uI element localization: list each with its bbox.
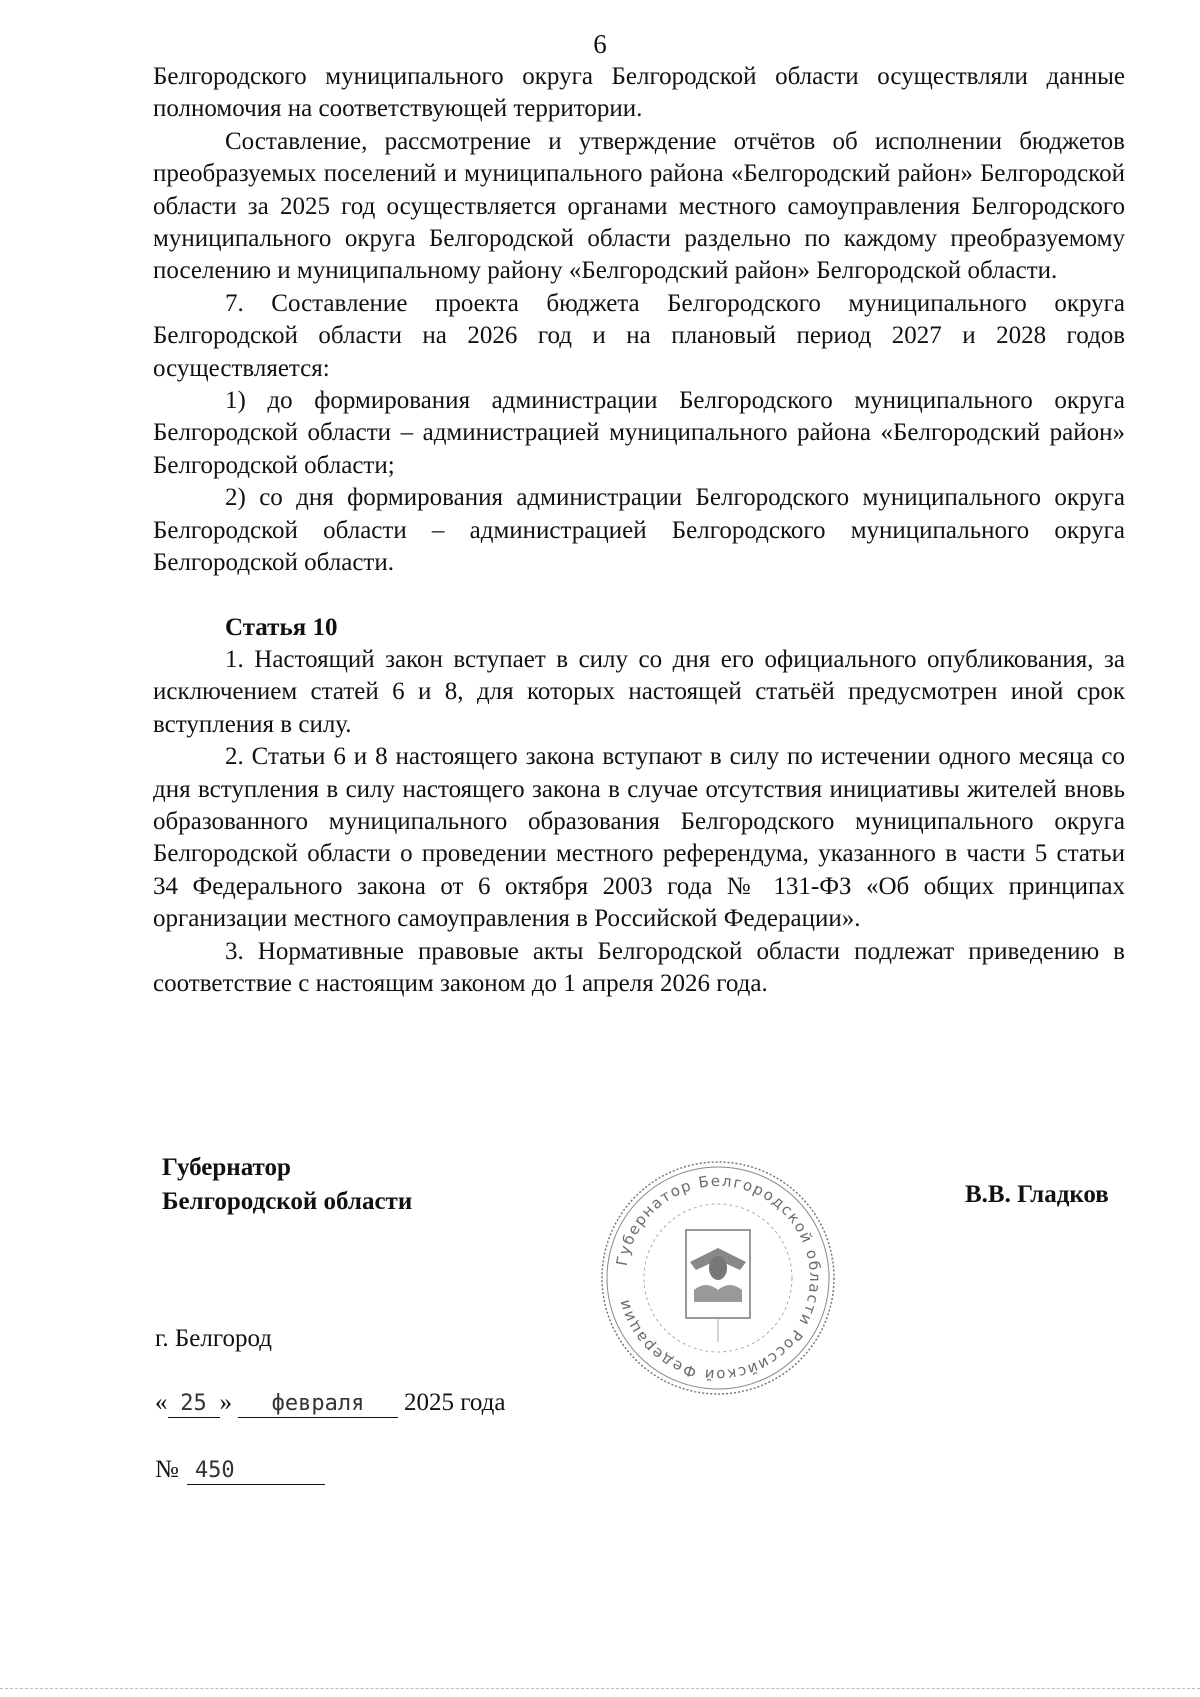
date-day: 25: [168, 1391, 220, 1418]
signatory-title-line: Губернатор: [162, 1154, 291, 1181]
article-heading: Статья 10: [225, 613, 338, 641]
date-close-quote: »: [219, 1389, 232, 1416]
seal-text: Губернатор Белгородской области Российской Федерации: [612, 1171, 825, 1385]
number-value: 450: [187, 1458, 325, 1485]
number-label: №: [155, 1456, 179, 1483]
signatory-title: [162, 1151, 412, 1219]
paragraph: 1. Настоящий закон вступает в силу со дня его официального опубликования, за исключением статей 6 и 8, для которых настоящей статьёй предусмотрен иной срок вступления в силу.: [153, 645, 1125, 738]
paragraph: 2. Статьи 6 и 8 настоящего закона вступают в силу по истечении одного месяца со дня вступления в силу настоящего закона в случае отсутствия инициативы жителей вновь образованного муниципального образования Белгородского муниципального округа Белгородской области о проведении местного референдума, указанного в части 5 статьи 34 Федерального закона от 6 октября 2003 года № 131-ФЗ «Об общих принципах организации местного самоуправления в Российской Федерации».: [153, 743, 1125, 933]
signatory-title-line: Белгородской области: [162, 1188, 413, 1215]
coat-of-arms-icon: [686, 1230, 750, 1342]
paragraph: 3. Нормативные правовые акты Белгородской области подлежат приведению в соответствие с настоящим законом до 1 апреля 2026 года.: [153, 937, 1125, 997]
paragraph: 2) со дня формирования администрации Белгородского муниципального округа Белгородской области – администрацией Белгородского муниципального округа Белгородской области.: [153, 484, 1125, 577]
paragraph: Белгородского муниципального округа Белгородской области осуществляли данные полномочия на соответствующей территории.: [153, 63, 1125, 123]
page-number: 6: [593, 29, 607, 59]
official-seal: [598, 1158, 838, 1398]
paragraph: 1) до формирования администрации Белгородского муниципального округа Белгородской области – администрацией муниципального района «Белгородский район» Белгородской области;: [153, 387, 1125, 479]
date-month: февраля: [238, 1391, 398, 1418]
signatory-name: В.В. Гладков: [965, 1181, 1109, 1208]
paragraph: Составление, рассмотрение и утверждение отчётов об исполнении бюджетов преобразуемых поселений и муниципального района «Белгородский район» Белгородской области за 2025 год осуществляется органами местного самоуправления Белгородского муниципального округа Белгородской области раздельно по каждому преобразуемому поселению и муниципальному району «Белгородский район» Белгородской области.: [153, 127, 1125, 285]
date-open-quote: «: [155, 1389, 168, 1416]
document-number: [155, 1453, 325, 1487]
paragraph: 7. Составление проекта бюджета Белгородского муниципального округа Белгородской области на 2026 год и на плановый период 2027 и 2028 годов осуществляется:: [153, 289, 1125, 382]
document-body: [153, 61, 1125, 1000]
scan-edge-divider: [0, 1688, 1200, 1689]
date-year: 2025 года: [404, 1389, 506, 1416]
place-of-signing: г. Белгород: [155, 1325, 272, 1352]
signing-date: [155, 1386, 505, 1420]
